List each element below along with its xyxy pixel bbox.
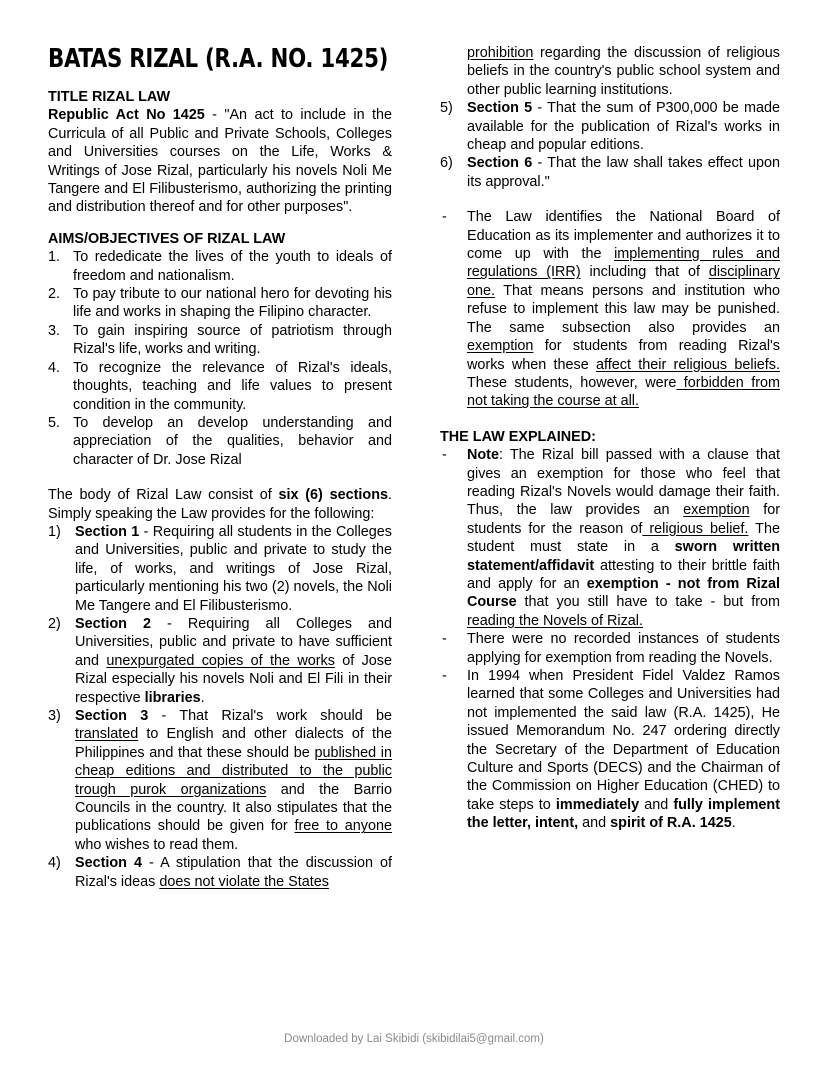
spacer: [440, 411, 780, 428]
aims-heading: AIMS/OBJECTIVES OF RIZAL LAW: [48, 230, 286, 247]
republic-act-label: Republic Act No 1425: [48, 107, 205, 124]
left-column: [48, 0, 392, 891]
list-marker: 4): [48, 855, 61, 872]
board-note-list: [440, 208, 780, 410]
list-marker: 6): [440, 155, 453, 172]
note-underline-a: exemption: [683, 502, 750, 519]
note-underline-e: reading the Novels of Rizal.: [467, 612, 643, 629]
note-label: Note: [467, 447, 499, 464]
note-bold-d: exemption - not from Rizal Course: [467, 575, 780, 611]
board-underline-e: forbidden from not taking the course at all.: [467, 374, 780, 410]
board-underline-a: implementing rules and regulations (IRR): [467, 246, 780, 281]
note-text-a: : The Rizal bill passed with a clause that gives an exemption for those who feel that reading Rizal's Novels would damage their faith. Thus, the law provides an: [467, 447, 780, 519]
sections-continued-list: [440, 44, 780, 191]
list-marker: -: [442, 631, 447, 648]
list-item: [440, 667, 780, 833]
republic-act-paragraph: [48, 106, 392, 216]
list-item: [48, 523, 392, 615]
explained-text: There were no recorded instances of students applying for exemption from reading the Novels.: [467, 631, 780, 666]
list-marker: 4.: [48, 359, 61, 376]
list-marker: 2): [48, 615, 61, 632]
list-marker: 5.: [48, 414, 61, 431]
section-text-d: who wishes to read them.: [75, 836, 239, 853]
section-text: - That the sum of P300,000 be made available for the publication of Rizal's works in cheap and popular editions.: [467, 100, 780, 154]
note-bold-c: sworn written statement/affidavit: [467, 539, 780, 574]
note-text-e: that you still have to take - but from: [516, 594, 780, 611]
body-intro-bold: six (6) sections: [278, 487, 388, 504]
memo-text-d: .: [731, 815, 736, 832]
aims-list: [48, 248, 392, 469]
right-column: [440, 0, 780, 833]
spacer: [48, 217, 392, 230]
list-marker: 1): [48, 523, 61, 540]
continuation-text: regarding the discussion of religious beliefs in the country's public school system and other public learning institutions.: [467, 45, 780, 98]
list-item: [440, 154, 780, 191]
section-text-a: - A stipulation that the discussion of Rizal's ideas: [75, 855, 392, 890]
list-item: [440, 99, 780, 154]
board-underline-b: disciplinary one.: [467, 264, 780, 299]
page-title: BATAS RIZAL (R.A. NO. 1425): [48, 44, 389, 74]
list-item-continuation: [440, 44, 780, 99]
section-text-c: and the Barrio Councils in the country. It also stipulates that the publications should be given for: [75, 781, 392, 835]
section-underline-a: unexpurgated copies of the works: [106, 652, 335, 669]
list-item: [440, 446, 780, 630]
sections-list: [48, 523, 392, 891]
list-marker: 2.: [48, 286, 61, 303]
section-text-a: - Requiring all Colleges and Universities, public and private to have sufficient and: [75, 615, 392, 669]
memo-text-c: and: [578, 815, 611, 832]
memo-bold-b: fully implement the letter, intent,: [467, 796, 780, 832]
section-text-a: - That Rizal's work should be: [148, 708, 392, 724]
list-item: [48, 359, 392, 414]
list-marker: -: [442, 447, 447, 464]
download-watermark: Downloaded by Lai Skibidi (skibidilai5@gmail.com): [284, 1033, 544, 1045]
section-underline-b: published in cheap editions and distributed to the public trough purok organizations: [75, 744, 393, 798]
note-text-d: attesting to their brittle faith and apply for an: [467, 557, 780, 592]
list-marker: 5): [440, 100, 453, 117]
list-item: [48, 248, 392, 285]
board-text-b: including that of: [580, 264, 709, 281]
board-text-e: These students, however, were: [467, 374, 677, 391]
list-text: To develop an develop understanding and appreciation of the qualities, behavior and character of Dr. Jose Rizal: [73, 414, 392, 468]
section-bold-b: libraries: [144, 689, 201, 706]
spacer: [48, 469, 392, 486]
board-text-c: That means persons and institution who refuse to implement this law may be punished. The same subsection also provides an: [467, 282, 780, 336]
list-item: [440, 630, 780, 667]
list-item: [48, 322, 392, 359]
list-item: [48, 615, 392, 707]
list-text: To recognize the relevance of Rizal's ideals, thoughts, teaching and life values to present condition in the community.: [73, 359, 392, 413]
section-label: Section 2: [75, 615, 152, 632]
section-label: Section 4: [75, 855, 143, 872]
board-text-a: The Law identifies the National Board of Education as its implementer and authorizes it to come up with the: [467, 209, 780, 263]
title-rizal-law-heading: TITLE RIZAL LAW: [48, 89, 171, 105]
section-label: Section 1: [75, 523, 140, 540]
section-label: Section 3: [75, 708, 149, 724]
section-underline-a: does not violate the States: [159, 873, 329, 890]
memo-bold-a: immediately: [555, 796, 640, 813]
list-item: [48, 414, 392, 469]
memo-bold-c: spirit of R.A. 1425: [610, 815, 732, 832]
list-marker: 3): [48, 708, 61, 724]
section-underline-a: translated: [75, 726, 139, 743]
body-intro-paragraph: [48, 486, 392, 523]
list-item: [48, 285, 392, 322]
board-text-d: for students from reading Rizal's works when these: [467, 338, 780, 373]
body-intro-part1: The body of Rizal Law consist of: [48, 487, 279, 504]
section-text-b: of Jose Rizal especially his novels Noli and El Fili in their respective: [75, 652, 392, 706]
board-underline-d: affect their religious beliefs.: [596, 356, 780, 373]
list-marker: 3.: [48, 322, 61, 339]
section-text: - That the law shall takes effect upon its approval.": [467, 155, 780, 190]
republic-act-body: - "An act to include in the Curricula of all Public and Private Schools, Colleges and Universities courses on the Life, Works & Writings of Jose Rizal, particularly his novels Noli Me Tangere and El Filibusterismo, authorizing the printing and distribution thereof and for other purposes".: [48, 107, 392, 216]
section-label: Section 5: [467, 100, 533, 117]
continuation-underline: prohibition: [467, 45, 534, 61]
list-text: To gain inspiring source of patriotism through Rizal's life, works and writing.: [73, 322, 392, 358]
list-text: To rededicate the lives of the youth to ideals of freedom and nationalism.: [73, 249, 392, 284]
section-text-b: to English and other dialects of the Philippines and that these should be: [75, 726, 392, 761]
list-marker: -: [442, 209, 447, 226]
section-label: Section 6: [467, 155, 533, 172]
list-item: [48, 854, 392, 891]
note-underline-b: religious belief.: [642, 520, 749, 537]
list-item: [440, 208, 780, 410]
section-underline-c: free to anyone: [294, 818, 392, 835]
note-text-b: for students for the reason of: [467, 502, 781, 537]
memo-text-a: In 1994 when President Fidel Valdez Ramos learned that some Colleges and Universities had not implemented the said law (R.A. 1425), He issued Memorandum No. 247 ordering directly the Secretary of the Department of Education Culture and Sports (DECS) and the Chairman of the Commission on Higher Education (CHED) to take steps to: [467, 668, 780, 813]
body-intro-part2: . Simply speaking the Law provides for the following:: [48, 487, 392, 522]
law-explained-list: [440, 446, 780, 833]
memo-text-b: and: [639, 796, 674, 813]
board-underline-c: exemption: [467, 338, 534, 355]
list-marker: 1.: [48, 249, 61, 266]
spacer: [440, 191, 780, 208]
law-explained-heading: THE LAW EXPLAINED:: [440, 428, 596, 445]
note-text-c: The student must state in a: [467, 520, 780, 556]
list-item: [48, 707, 392, 854]
list-text: To pay tribute to our national hero for devoting his life and works in shaping the Filipino character.: [73, 286, 392, 321]
list-marker: -: [442, 668, 447, 684]
section-text-c: .: [200, 689, 205, 706]
section-text: - Requiring all students in the Colleges and Universities, public and private to study the life, of works, and writings of Jose Rizal, particularly mentioning his two (2) novels, the Noli Me Tangere and El Filibusterismo.: [75, 523, 392, 614]
